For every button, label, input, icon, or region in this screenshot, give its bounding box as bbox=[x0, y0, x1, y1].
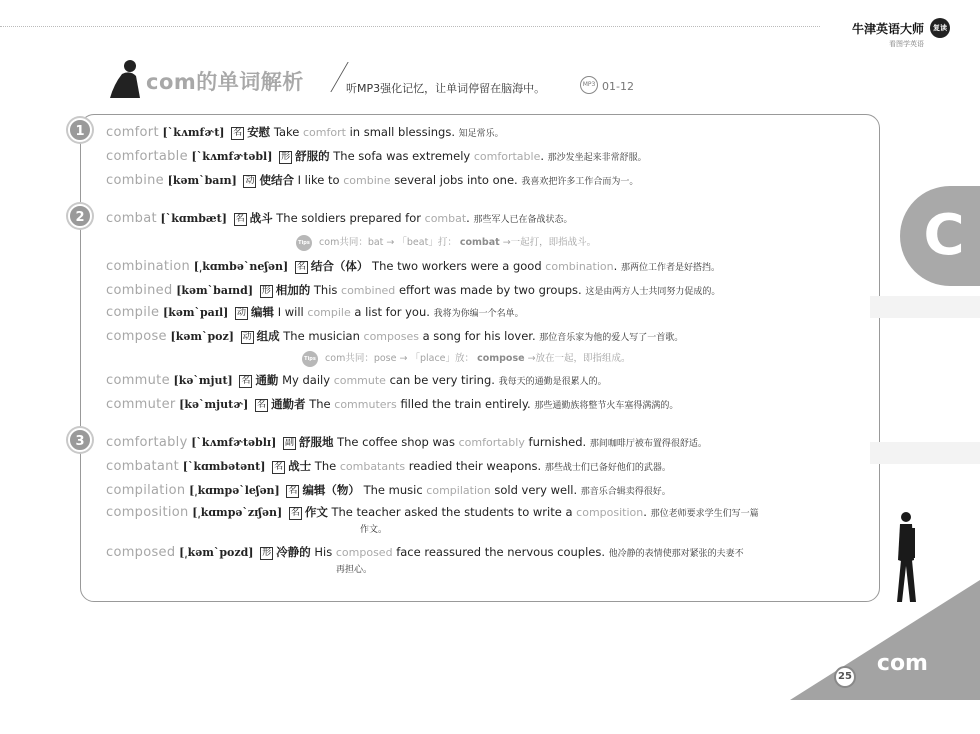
example-keyword: composes bbox=[363, 330, 419, 343]
part-of-speech-badge: 副 bbox=[284, 438, 294, 448]
example-translation: 那音乐合辑卖得很好。 bbox=[580, 487, 671, 497]
example-after: . bbox=[540, 149, 544, 163]
section-letter-tab: C bbox=[900, 186, 980, 286]
chinese-meaning: 相加的 bbox=[275, 283, 311, 297]
example-after: . bbox=[466, 211, 470, 225]
section-header bbox=[108, 58, 648, 98]
example-after: effort was made by two groups. bbox=[398, 283, 582, 297]
vocab-entry bbox=[106, 434, 707, 452]
example-after: furnished. bbox=[528, 435, 587, 449]
corner-word: com bbox=[876, 651, 928, 676]
vocab-entry bbox=[106, 458, 671, 476]
tip-word: compose bbox=[477, 353, 525, 364]
phonetic: [ˋkʌmfɚtəbl] bbox=[191, 150, 273, 163]
page-title: com的单词解析 bbox=[146, 70, 304, 94]
page-number: 25 bbox=[834, 666, 856, 688]
example-translation: 那两位工作者是好搭挡。 bbox=[620, 263, 720, 273]
title-divider bbox=[317, 62, 348, 92]
phonetic: [kəˋmjut] bbox=[173, 374, 233, 387]
bleed-through-band bbox=[870, 442, 980, 464]
chinese-meaning: 通勤者 bbox=[271, 397, 306, 411]
vocab-entry bbox=[106, 304, 524, 322]
part-of-speech-badge: 名 bbox=[274, 462, 284, 472]
vocab-entry bbox=[106, 396, 678, 414]
phonetic: [͵kɑmbəˋneʃən] bbox=[193, 260, 289, 273]
headword: combine bbox=[106, 173, 164, 188]
example-keyword: composed bbox=[335, 546, 393, 559]
headword: combat bbox=[106, 211, 157, 226]
phonetic: [ˋkʌmfɚtəblɪ] bbox=[191, 436, 277, 449]
part-of-speech-badge: 名 bbox=[288, 486, 298, 496]
example-before: The teacher asked the students to write a bbox=[331, 505, 573, 519]
tip-text: com共同：bat → 「beat」打： bbox=[319, 237, 457, 248]
headword: commuter bbox=[106, 397, 176, 412]
phonetic: [kəmˋpaɪl] bbox=[163, 306, 229, 319]
headword: compilation bbox=[106, 483, 186, 498]
example-translation: 那沙发坐起来非常舒服。 bbox=[547, 153, 647, 163]
example-after: filled the train entirely. bbox=[400, 397, 531, 411]
chinese-meaning: 作文 bbox=[304, 505, 328, 519]
chinese-meaning: 安慰 bbox=[247, 125, 271, 139]
vocab-entry bbox=[106, 258, 720, 276]
example-translation: 那些军人已在备战状态。 bbox=[473, 215, 573, 225]
part-of-speech-badge: 名 bbox=[235, 214, 245, 224]
example-before: The music bbox=[363, 483, 423, 497]
example-before: The coffee shop was bbox=[337, 435, 455, 449]
part-of-speech-badge: 动 bbox=[237, 308, 247, 318]
vocab-entry bbox=[106, 482, 671, 500]
example-after: a list for you. bbox=[354, 305, 430, 319]
example-after: readied their weapons. bbox=[408, 459, 542, 473]
chinese-meaning: 使结合 bbox=[259, 173, 294, 187]
chinese-meaning: 组成 bbox=[256, 329, 280, 343]
example-translation: 那些战士们已备好他们的武器。 bbox=[544, 463, 671, 473]
example-translation: 我每天的通勤是很累人的。 bbox=[498, 377, 607, 387]
example-translation-continued: 再担心。 bbox=[336, 565, 373, 575]
example-keyword: combined bbox=[341, 284, 396, 297]
headword: comfortable bbox=[106, 149, 188, 164]
example-before: The two workers were a good bbox=[372, 259, 542, 273]
part-of-speech-badge: 形 bbox=[262, 548, 272, 558]
headword: combatant bbox=[106, 459, 180, 474]
vocab-entry bbox=[106, 372, 607, 390]
example-after: in small blessings. bbox=[349, 125, 456, 139]
phonetic: [͵kɑmpəˋzɪʃən] bbox=[192, 506, 283, 519]
example-after: . bbox=[613, 259, 618, 273]
vocab-entry bbox=[106, 544, 744, 578]
vocab-entry bbox=[106, 172, 638, 190]
headword: composition bbox=[106, 505, 189, 520]
chinese-meaning: 舒服地 bbox=[298, 435, 334, 449]
part-of-speech-badge: 动 bbox=[245, 176, 255, 186]
example-before: The bbox=[309, 397, 331, 411]
example-after: face reassured the nervous couples. bbox=[396, 545, 605, 559]
part-of-speech-badge: 名 bbox=[241, 376, 251, 386]
example-before: The soldiers prepared for bbox=[276, 211, 421, 225]
part-of-speech-badge: 名 bbox=[296, 262, 306, 272]
example-before: Take bbox=[273, 125, 300, 139]
audio-track-code: 01-12 bbox=[602, 80, 634, 93]
example-after: several jobs into one. bbox=[394, 173, 518, 187]
phonetic: [ˋkɑmbətənt] bbox=[182, 460, 266, 473]
example-keyword: commuters bbox=[334, 398, 397, 411]
example-before: I will bbox=[277, 305, 304, 319]
chinese-meaning: 战士 bbox=[288, 459, 312, 473]
part-of-speech-badge: 形 bbox=[281, 152, 291, 162]
chinese-meaning: 冷静的 bbox=[276, 545, 311, 559]
example-after: a song for his lover. bbox=[422, 329, 536, 343]
example-keyword: commute bbox=[333, 374, 386, 387]
example-keyword: compilation bbox=[426, 484, 491, 497]
phonetic: [͵kəmˋpozd] bbox=[179, 546, 254, 559]
example-keyword: comfort bbox=[303, 126, 346, 139]
example-before: The bbox=[314, 459, 337, 473]
vocab-entry bbox=[106, 504, 759, 538]
headword: comfort bbox=[106, 125, 159, 140]
example-keyword: combine bbox=[343, 174, 391, 187]
chinese-meaning: 战斗 bbox=[249, 211, 273, 225]
example-before: The sofa was extremely bbox=[333, 149, 471, 163]
vocab-entry bbox=[106, 124, 504, 142]
chinese-meaning: 编辑（物） bbox=[302, 483, 360, 497]
top-dotted-rule bbox=[0, 26, 820, 27]
chinese-meaning: 舒服的 bbox=[295, 149, 330, 163]
headword: commute bbox=[106, 373, 170, 388]
example-before: His bbox=[314, 545, 333, 559]
etymology-tip bbox=[302, 350, 631, 367]
etymology-tip bbox=[296, 234, 596, 251]
chinese-meaning: 通勤 bbox=[255, 373, 279, 387]
vocab-entry bbox=[106, 210, 573, 228]
example-keyword: combat bbox=[424, 212, 467, 225]
example-keyword: comfortably bbox=[458, 436, 525, 449]
example-before: This bbox=[313, 283, 338, 297]
example-translation: 那间咖啡厅被布置得很舒适。 bbox=[589, 439, 707, 449]
phonetic: [kəmˋbaɪn] bbox=[167, 174, 237, 187]
chinese-meaning: 编辑 bbox=[251, 305, 275, 319]
section-number-1: 1 bbox=[68, 118, 92, 142]
vocab-entry bbox=[106, 148, 647, 166]
example-after: sold very well. bbox=[494, 483, 578, 497]
brand-badge: 复读 bbox=[930, 18, 950, 38]
example-before: The musician bbox=[283, 329, 360, 343]
part-of-speech-badge: 名 bbox=[290, 508, 300, 518]
tip-word: combat bbox=[459, 237, 500, 248]
example-after: can be very tiring. bbox=[389, 373, 495, 387]
example-translation: 那位音乐家为他的爱人写了一首歌。 bbox=[539, 333, 684, 343]
brand-title: 牛津英语大师 bbox=[851, 22, 924, 36]
section-number-3: 3 bbox=[68, 428, 92, 452]
phonetic: [kəmˋpoz] bbox=[170, 330, 234, 343]
headword: combination bbox=[106, 259, 191, 274]
part-of-speech-badge: 名 bbox=[233, 128, 243, 138]
example-before: I like to bbox=[297, 173, 340, 187]
vocab-entry bbox=[106, 282, 720, 300]
brand-block bbox=[851, 20, 947, 49]
phonetic: [͵kɑmpəˋleʃən] bbox=[189, 484, 280, 497]
example-translation: 那位老师要求学生们写一篇 bbox=[650, 509, 759, 519]
part-of-speech-badge: 形 bbox=[261, 286, 271, 296]
vocab-entry bbox=[106, 328, 683, 346]
example-keyword: composition bbox=[576, 506, 644, 519]
example-translation: 我将为你编一个名单。 bbox=[433, 309, 524, 319]
example-translation: 他冷静的表情使那对紧张的夫妻不 bbox=[608, 549, 744, 559]
example-translation: 那些通勤族将整节火车塞得满满的。 bbox=[534, 401, 679, 411]
example-translation: 我喜欢把许多工作合而为一。 bbox=[521, 177, 639, 187]
part-of-speech-badge: 名 bbox=[257, 400, 267, 410]
phonetic: [kəˋmjutɚ] bbox=[179, 398, 249, 411]
brand-subtitle: 看图学英语 bbox=[889, 40, 924, 48]
tips-icon: Tips bbox=[296, 235, 312, 251]
example-translation-continued: 作文。 bbox=[360, 525, 388, 535]
part-of-speech-badge: 动 bbox=[242, 332, 252, 342]
phonetic: [ˋkɑmbæt] bbox=[160, 212, 227, 225]
headword: composed bbox=[106, 545, 176, 560]
example-translation: 这是由两方人士共同努力促成的。 bbox=[585, 287, 721, 297]
example-keyword: comfortable bbox=[473, 150, 541, 163]
chinese-meaning: 结合（体） bbox=[310, 259, 369, 273]
headword: compile bbox=[106, 305, 160, 320]
example-keyword: compile bbox=[307, 306, 351, 319]
headword: combined bbox=[106, 283, 173, 298]
tip-text: com共同：pose → 「place」放： bbox=[325, 353, 475, 364]
tip-gloss: →放在一起，即指组成。 bbox=[527, 353, 631, 364]
mp3-icon[interactable]: MP3 bbox=[580, 76, 598, 94]
tips-icon: Tips bbox=[302, 351, 318, 367]
page-subtitle: 听MP3强化记忆，让单词停留在脑海中。 bbox=[346, 82, 546, 95]
reader-silhouette-icon bbox=[108, 58, 144, 98]
phonetic: [kəmˋbaɪnd] bbox=[176, 284, 254, 297]
section-number-2: 2 bbox=[68, 204, 92, 228]
example-keyword: combatants bbox=[339, 460, 406, 473]
example-translation: 知足常乐。 bbox=[458, 129, 504, 139]
example-after: . bbox=[643, 505, 647, 519]
phonetic: [ˋkʌmfɚt] bbox=[162, 126, 225, 139]
headword: comfortably bbox=[106, 435, 188, 450]
example-before: My daily bbox=[282, 373, 331, 387]
example-keyword: combination bbox=[545, 260, 614, 273]
headword: compose bbox=[106, 329, 167, 344]
page-corner-shape bbox=[790, 580, 980, 700]
bleed-through-band bbox=[870, 296, 980, 318]
tip-gloss: →一起打，即指战斗。 bbox=[502, 237, 597, 248]
